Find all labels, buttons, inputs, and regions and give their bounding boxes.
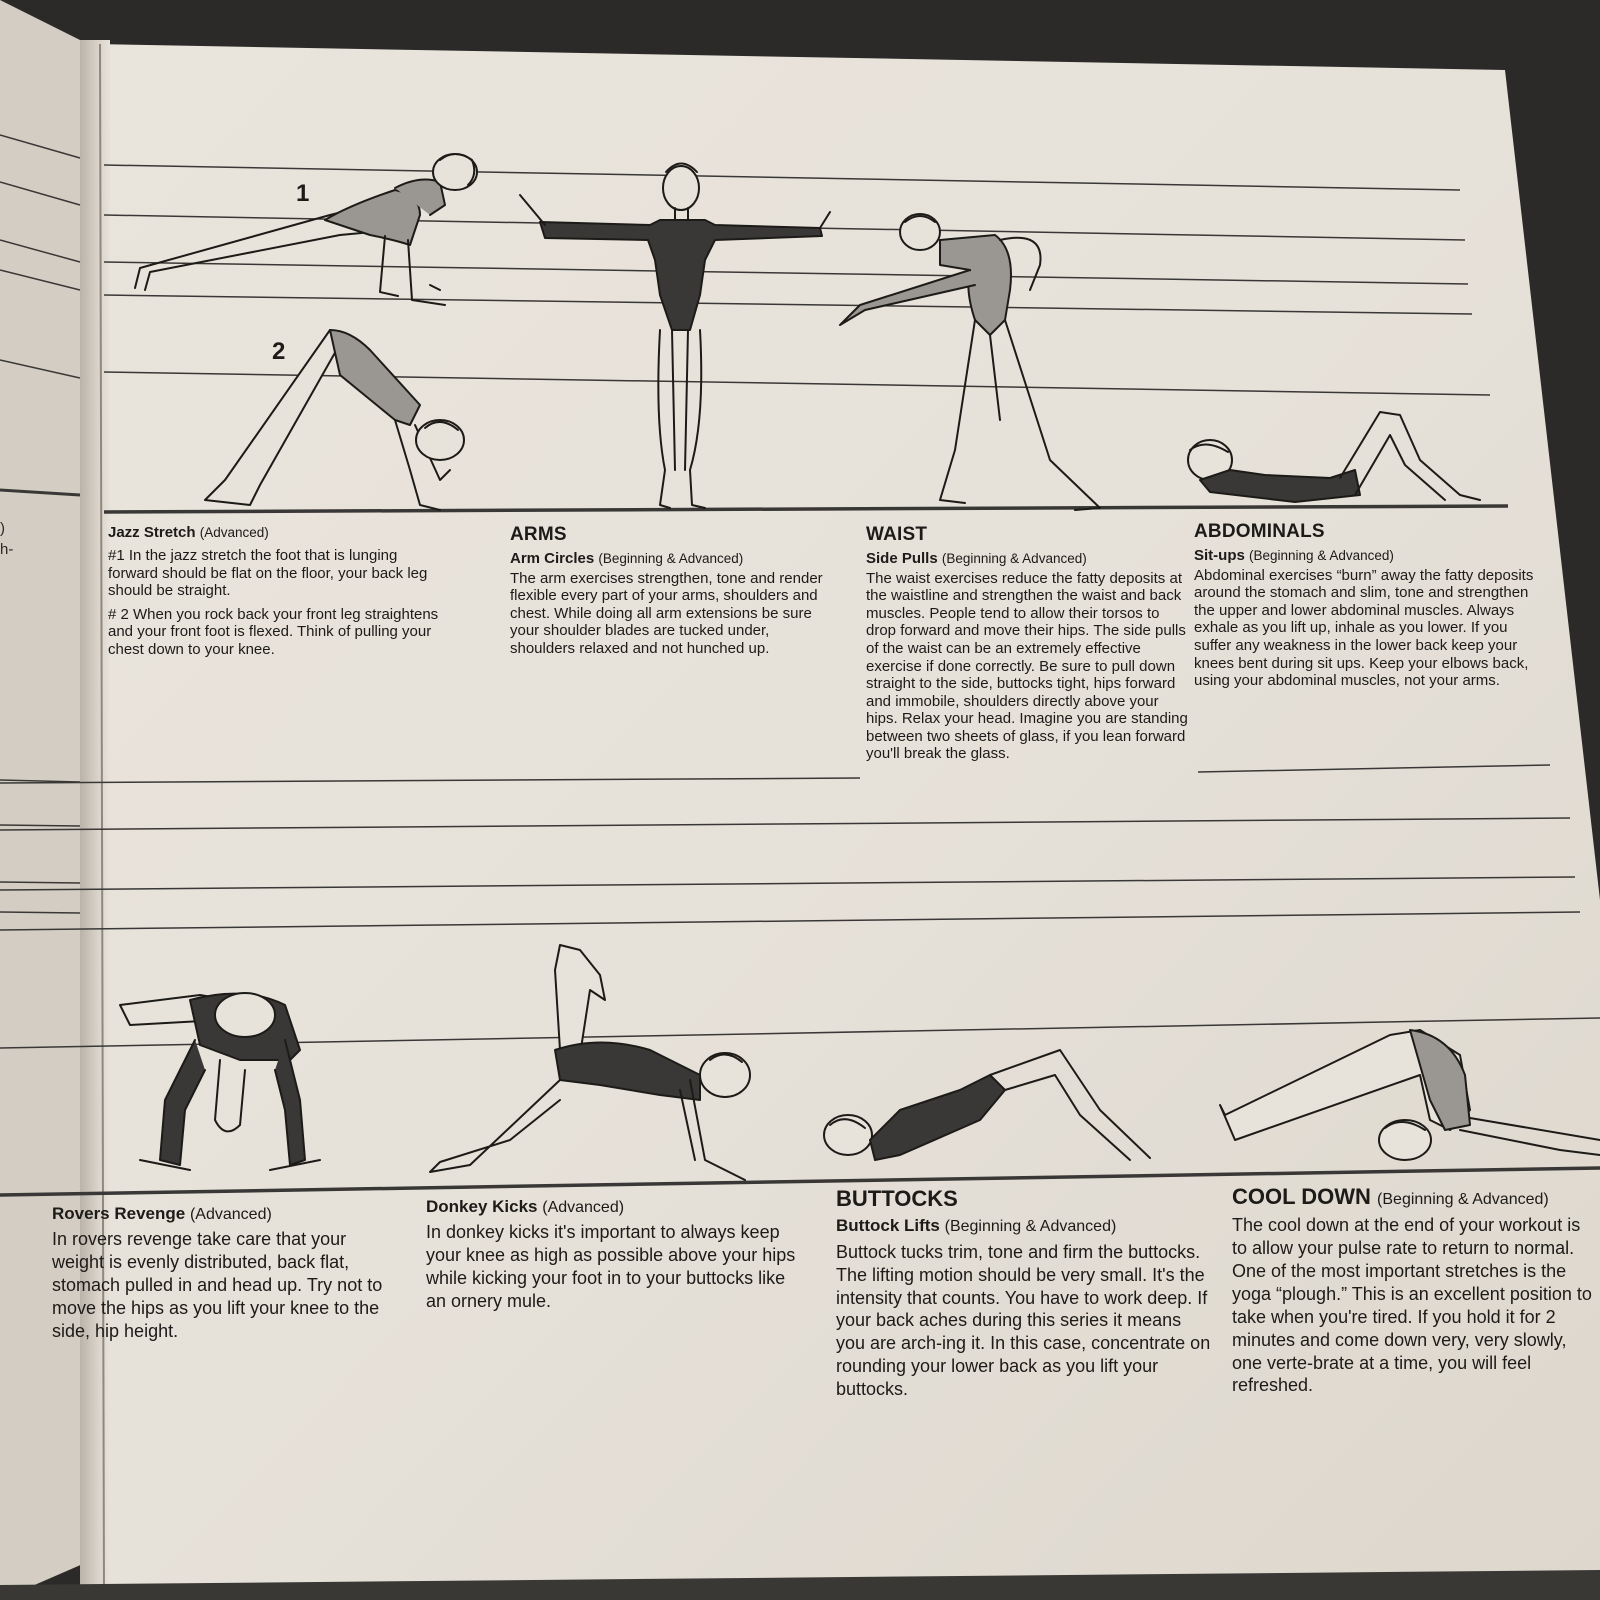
exercise-paragraph: In donkey kicks it's important to always keep your knee as high as possible above your hips while kicking your foot in to your buttocks like an ornery mule. bbox=[426, 1222, 796, 1311]
exercise-title bbox=[426, 1197, 796, 1217]
exercise-level: (Beginning & Advanced) bbox=[1249, 547, 1394, 563]
exercise-title bbox=[1194, 547, 1534, 565]
exercise-level: (Beginning & Advanced) bbox=[944, 1218, 1117, 1236]
section-heading: ARMS bbox=[510, 524, 567, 545]
section-buttocks bbox=[836, 1186, 1214, 1401]
exercise-name: Rovers Revenge bbox=[52, 1204, 186, 1223]
exercise-level: (Advanced) bbox=[189, 1206, 272, 1223]
left-page-fragment: h- bbox=[0, 541, 14, 558]
exercise-title bbox=[108, 524, 448, 542]
section-jazz-stretch bbox=[108, 524, 448, 658]
gutter-shadow bbox=[80, 40, 110, 1600]
exercise-title bbox=[866, 550, 1188, 568]
exercise-level: (Beginning & Advanced) bbox=[598, 550, 744, 566]
exercise-level: (Advanced) bbox=[199, 525, 269, 540]
exercise-paragraph: Abdominal exercises “burn” away the fatty deposits around the stomach and slim, tone and strengthen the upper and lower abdominal muscles. Always exhale as you lift up, inhale as you lower. If you suffer any weakness in the lower back keep your knees bent during sit ups. Keep your elbows back, using your abdominal muscles, not your arms. bbox=[1194, 566, 1534, 690]
section-donkey-kicks bbox=[426, 1197, 796, 1313]
exercise-paragraph: The arm exercises strengthen, tone and render flexible every part of your arms, shoulders and chest. While doing all arm extensions be sure your shoulder blades are tucked under, shoulders relaxed and not hunched up. bbox=[510, 569, 823, 657]
figure-number-1: 1 bbox=[296, 180, 310, 207]
exercise-title bbox=[510, 550, 828, 568]
left-page-fragment: ) bbox=[0, 520, 5, 537]
section-heading: BUTTOCKS bbox=[836, 1186, 958, 1211]
exercise-paragraph: The waist exercises reduce the fatty deposits at the waistline and strengthen the waist and back muscles. People tend to allow their torsos to drop forward and move their hips. The side pulls of the waist can be an extremely effective exercise if done correctly. Be sure to pull down straight to the side, buttocks tight, hips forward and immobile, shoulders directly above your hips. Relax your head. Imagine you are standing between two sheets of glass, if you lean forward you'll break the glass. bbox=[866, 569, 1188, 763]
section-waist bbox=[866, 524, 1188, 763]
exercise-name: Sit-ups bbox=[1194, 546, 1245, 564]
exercise-level: (Beginning & Advanced) bbox=[1377, 1191, 1549, 1208]
section-abdominals bbox=[1194, 521, 1534, 690]
section-heading-text: COOL DOWN bbox=[1232, 1184, 1371, 1209]
exercise-paragraph: # 2 When you rock back your front leg straightens and your front foot is flexed. Think of pulling your chest down to your knee. bbox=[108, 605, 439, 658]
left-page bbox=[0, 0, 92, 1600]
exercise-paragraph: Buttock tucks trim, tone and firm the buttocks. The lifting motion should be very small. It's the intensity that counts. You have to work deep. If your back aches during this series it means you are arch-ing it. In this case, concentrate on rounding your lower back as you lift your buttocks. bbox=[836, 1241, 1211, 1399]
exercise-title bbox=[836, 1216, 1214, 1236]
section-heading: WAIST bbox=[866, 524, 928, 545]
exercise-name: Buttock Lifts bbox=[836, 1216, 940, 1236]
figure-number-2: 2 bbox=[272, 338, 286, 365]
section-heading bbox=[1232, 1184, 1598, 1210]
exercise-paragraph: The cool down at the end of your workout is to allow your pulse rate to return to normal. One of the most important stretches is the yoga “plough.” This is an excellent position to take when you're tired. If you hold it for 2 minutes and come down very, very slowly, one verte-brate at a time, you will feel refreshed. bbox=[1232, 1215, 1592, 1396]
section-rovers-revenge bbox=[52, 1204, 402, 1343]
exercise-name: Side Pulls bbox=[866, 549, 938, 567]
exercise-paragraph: In rovers revenge take care that your weight is evenly distributed, back flat, stomach pulled in and head up. Try not to move the hips as you lift your knee to the side, hip height. bbox=[52, 1229, 383, 1341]
exercise-name: Donkey Kicks bbox=[426, 1197, 538, 1216]
exercise-paragraph: #1 In the jazz stretch the foot that is lunging forward should be flat on the floor, your back leg should be straight. bbox=[108, 547, 428, 600]
section-arms bbox=[510, 524, 828, 658]
exercise-name: Jazz Stretch bbox=[108, 524, 196, 541]
section-cool-down bbox=[1232, 1184, 1598, 1397]
exercise-name: Arm Circles bbox=[510, 549, 595, 567]
exercise-title bbox=[52, 1204, 402, 1224]
exercise-level: (Advanced) bbox=[542, 1199, 625, 1216]
section-heading: ABDOMINALS bbox=[1194, 521, 1325, 542]
exercise-level: (Beginning & Advanced) bbox=[941, 550, 1087, 566]
